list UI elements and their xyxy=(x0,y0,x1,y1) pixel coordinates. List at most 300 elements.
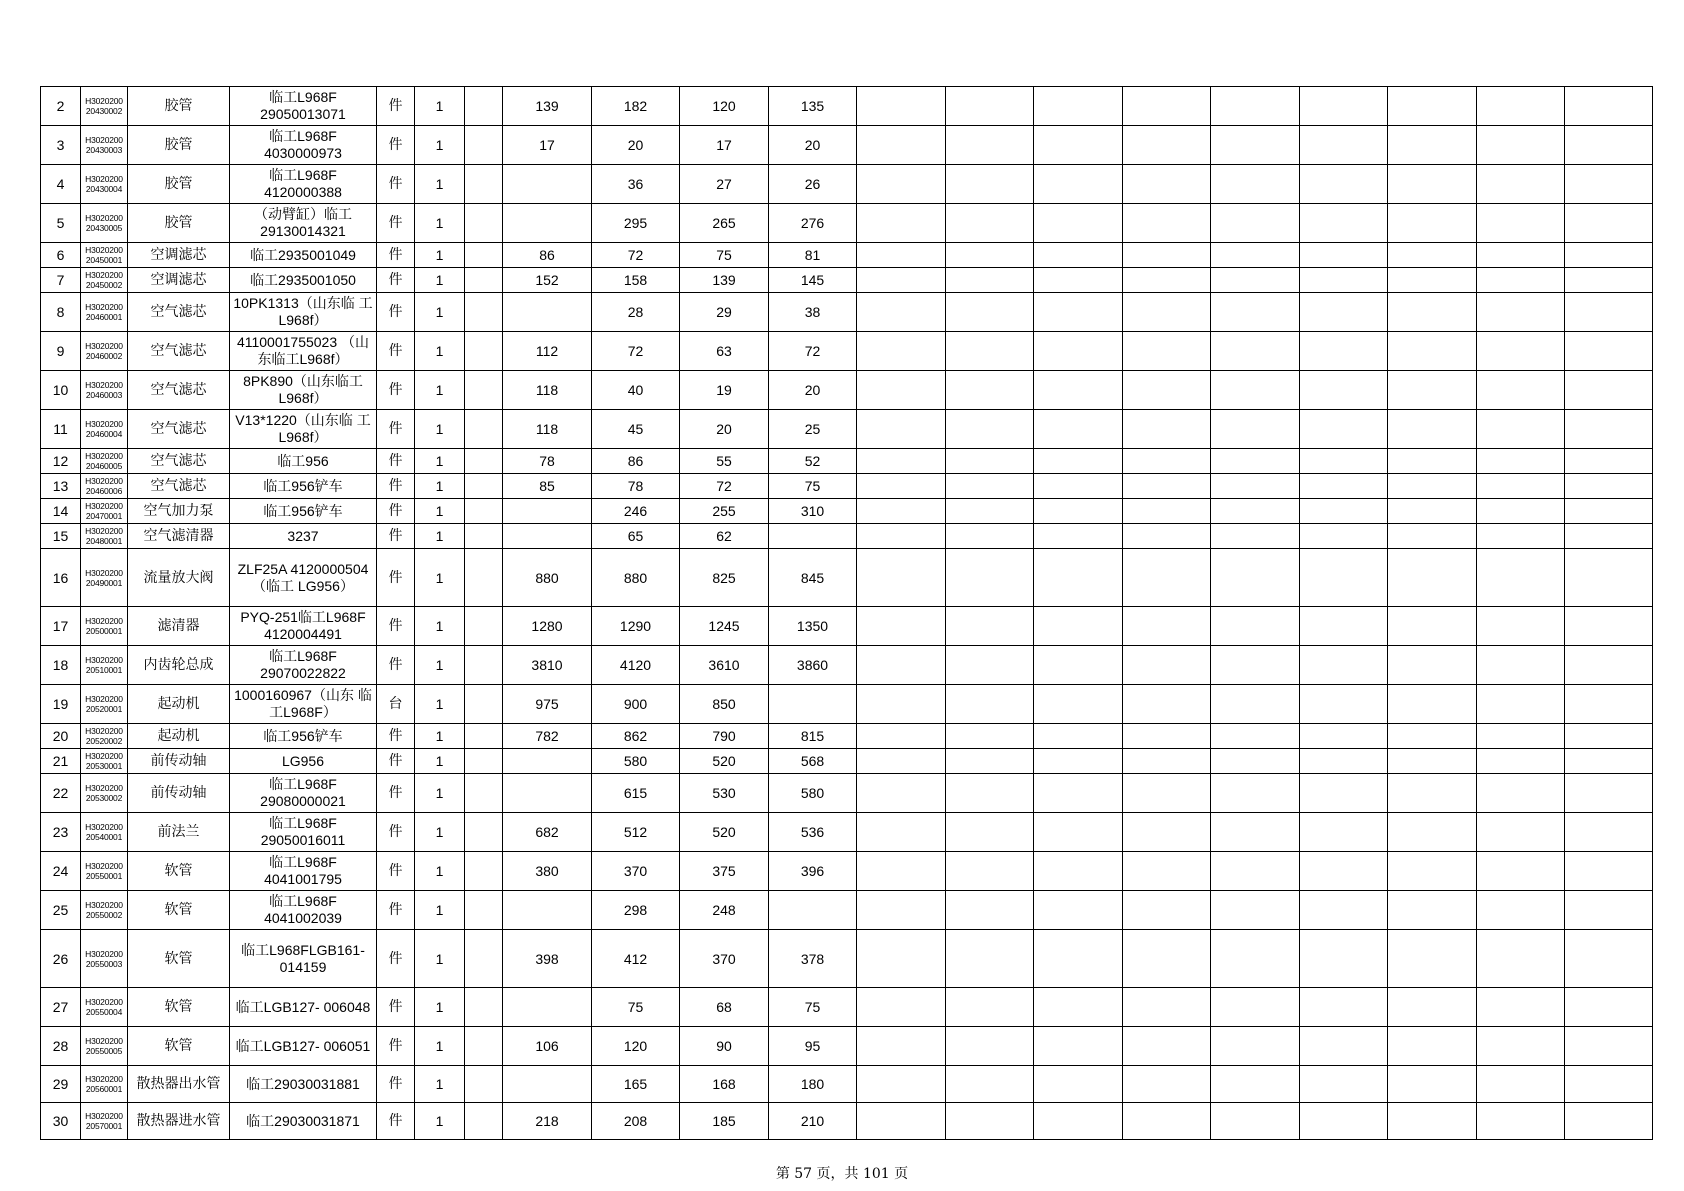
empty-cell xyxy=(1388,685,1477,724)
empty-cell xyxy=(1211,1027,1300,1066)
price-4: 20 xyxy=(769,126,857,165)
item-code: H3020200 20550003 xyxy=(81,930,128,988)
item-name: 前传动轴 xyxy=(128,774,230,813)
empty-cell xyxy=(1034,685,1123,724)
empty-cell xyxy=(1300,724,1388,749)
empty-cell xyxy=(1123,268,1211,293)
empty-cell xyxy=(1565,332,1653,371)
empty-cell xyxy=(1211,87,1300,126)
empty-cell xyxy=(1477,749,1565,774)
table-row xyxy=(41,774,1653,813)
empty-cell xyxy=(857,371,946,410)
empty-cell xyxy=(1388,524,1477,549)
row-number: 13 xyxy=(41,474,81,499)
empty-cell xyxy=(1565,930,1653,988)
price-2: 40 xyxy=(592,371,680,410)
empty-cell xyxy=(1477,988,1565,1027)
empty-cell xyxy=(946,891,1034,930)
empty-cell xyxy=(1565,749,1653,774)
table-row xyxy=(41,243,1653,268)
price-1: 106 xyxy=(503,1027,592,1066)
empty-cell xyxy=(1211,204,1300,243)
item-quantity: 1 xyxy=(415,607,465,646)
empty-cell xyxy=(1388,930,1477,988)
price-2: 615 xyxy=(592,774,680,813)
item-quantity: 1 xyxy=(415,930,465,988)
item-code: H3020200 20530002 xyxy=(81,774,128,813)
row-number: 3 xyxy=(41,126,81,165)
item-spec: 临工LGB127- 006051 xyxy=(230,1027,377,1066)
item-spec: （动臂缸）临工 29130014321 xyxy=(230,204,377,243)
empty-cell xyxy=(465,724,503,749)
item-unit: 件 xyxy=(377,87,415,126)
empty-cell xyxy=(1123,474,1211,499)
price-2: 72 xyxy=(592,332,680,371)
item-unit: 件 xyxy=(377,891,415,930)
empty-cell xyxy=(1300,332,1388,371)
empty-cell xyxy=(857,774,946,813)
empty-cell xyxy=(1565,724,1653,749)
item-spec: 临工2935001049 xyxy=(230,243,377,268)
item-code: H3020200 20460006 xyxy=(81,474,128,499)
empty-cell xyxy=(1034,724,1123,749)
empty-cell xyxy=(465,268,503,293)
empty-cell xyxy=(1034,165,1123,204)
price-4: 72 xyxy=(769,332,857,371)
item-quantity: 1 xyxy=(415,268,465,293)
item-quantity: 1 xyxy=(415,685,465,724)
price-3: 72 xyxy=(680,474,769,499)
item-unit: 件 xyxy=(377,724,415,749)
price-3: 520 xyxy=(680,813,769,852)
price-2: 75 xyxy=(592,988,680,1027)
item-unit: 件 xyxy=(377,410,415,449)
empty-cell xyxy=(465,204,503,243)
price-4: 38 xyxy=(769,293,857,332)
empty-cell xyxy=(1565,524,1653,549)
item-quantity: 1 xyxy=(415,1103,465,1140)
empty-cell xyxy=(1565,646,1653,685)
item-code: H3020200 20470001 xyxy=(81,499,128,524)
row-number: 20 xyxy=(41,724,81,749)
empty-cell xyxy=(946,549,1034,607)
price-2: 120 xyxy=(592,1027,680,1066)
table-row xyxy=(41,449,1653,474)
row-number: 11 xyxy=(41,410,81,449)
empty-cell xyxy=(1034,930,1123,988)
empty-cell xyxy=(857,332,946,371)
item-quantity: 1 xyxy=(415,410,465,449)
item-name: 前法兰 xyxy=(128,813,230,852)
item-spec: 临工29030031881 xyxy=(230,1066,377,1103)
empty-cell xyxy=(1123,410,1211,449)
item-name: 空调滤芯 xyxy=(128,243,230,268)
item-spec: 临工L968F 29070022822 xyxy=(230,646,377,685)
price-3: 255 xyxy=(680,499,769,524)
item-code: H3020200 20550002 xyxy=(81,891,128,930)
row-number: 22 xyxy=(41,774,81,813)
price-4: 580 xyxy=(769,774,857,813)
empty-cell xyxy=(1565,165,1653,204)
empty-cell xyxy=(1388,243,1477,268)
empty-cell xyxy=(946,499,1034,524)
price-1: 17 xyxy=(503,126,592,165)
empty-cell xyxy=(1565,243,1653,268)
price-2: 45 xyxy=(592,410,680,449)
price-1 xyxy=(503,499,592,524)
empty-cell xyxy=(1211,891,1300,930)
item-unit: 件 xyxy=(377,332,415,371)
item-name: 前传动轴 xyxy=(128,749,230,774)
empty-cell xyxy=(1565,1066,1653,1103)
empty-cell xyxy=(1388,646,1477,685)
empty-cell xyxy=(1300,474,1388,499)
item-spec: 临工2935001050 xyxy=(230,268,377,293)
price-3: 370 xyxy=(680,930,769,988)
empty-cell xyxy=(857,268,946,293)
empty-cell xyxy=(1565,474,1653,499)
empty-cell xyxy=(1211,724,1300,749)
empty-cell xyxy=(465,891,503,930)
empty-cell xyxy=(1123,204,1211,243)
empty-cell xyxy=(857,749,946,774)
price-3: 825 xyxy=(680,549,769,607)
empty-cell xyxy=(1477,165,1565,204)
price-2: 72 xyxy=(592,243,680,268)
item-name: 软管 xyxy=(128,852,230,891)
item-code: H3020200 20560001 xyxy=(81,1066,128,1103)
item-unit: 件 xyxy=(377,749,415,774)
item-spec: 临工L968F 4030000973 xyxy=(230,126,377,165)
empty-cell xyxy=(1123,891,1211,930)
item-code: H3020200 20520002 xyxy=(81,724,128,749)
price-4: 310 xyxy=(769,499,857,524)
table-row xyxy=(41,930,1653,988)
price-2: 208 xyxy=(592,1103,680,1140)
empty-cell xyxy=(1211,930,1300,988)
empty-cell xyxy=(857,410,946,449)
price-4: 75 xyxy=(769,988,857,1027)
empty-cell xyxy=(1034,499,1123,524)
empty-cell xyxy=(465,646,503,685)
empty-cell xyxy=(465,1103,503,1140)
price-2: 4120 xyxy=(592,646,680,685)
empty-cell xyxy=(946,268,1034,293)
item-code: H3020200 20450002 xyxy=(81,268,128,293)
price-3: 3610 xyxy=(680,646,769,685)
empty-cell xyxy=(1211,474,1300,499)
table-row xyxy=(41,371,1653,410)
empty-cell xyxy=(946,1066,1034,1103)
row-number: 12 xyxy=(41,449,81,474)
item-name: 胶管 xyxy=(128,87,230,126)
item-code: H3020200 20450001 xyxy=(81,243,128,268)
row-number: 14 xyxy=(41,499,81,524)
empty-cell xyxy=(946,749,1034,774)
item-unit: 件 xyxy=(377,1103,415,1140)
item-name: 空调滤芯 xyxy=(128,268,230,293)
empty-cell xyxy=(1211,774,1300,813)
item-quantity: 1 xyxy=(415,891,465,930)
row-number: 6 xyxy=(41,243,81,268)
row-number: 16 xyxy=(41,549,81,607)
empty-cell xyxy=(946,524,1034,549)
empty-cell xyxy=(1123,87,1211,126)
empty-cell xyxy=(1300,607,1388,646)
empty-cell xyxy=(1034,852,1123,891)
empty-cell xyxy=(946,646,1034,685)
price-1: 880 xyxy=(503,549,592,607)
item-quantity: 1 xyxy=(415,449,465,474)
row-number: 18 xyxy=(41,646,81,685)
table-row xyxy=(41,524,1653,549)
empty-cell xyxy=(946,930,1034,988)
empty-cell xyxy=(1477,332,1565,371)
table-row xyxy=(41,474,1653,499)
item-unit: 件 xyxy=(377,1027,415,1066)
price-4: 25 xyxy=(769,410,857,449)
table-row xyxy=(41,1103,1653,1140)
item-quantity: 1 xyxy=(415,293,465,332)
row-number: 29 xyxy=(41,1066,81,1103)
item-name: 胶管 xyxy=(128,204,230,243)
item-code: H3020200 20480001 xyxy=(81,524,128,549)
item-spec: 临工956铲车 xyxy=(230,474,377,499)
empty-cell xyxy=(1388,891,1477,930)
empty-cell xyxy=(1388,332,1477,371)
empty-cell xyxy=(857,1066,946,1103)
empty-cell xyxy=(1034,293,1123,332)
empty-cell xyxy=(1300,126,1388,165)
price-1 xyxy=(503,774,592,813)
empty-cell xyxy=(1477,646,1565,685)
empty-cell xyxy=(1034,646,1123,685)
price-2: 182 xyxy=(592,87,680,126)
empty-cell xyxy=(1300,1103,1388,1140)
price-4: 81 xyxy=(769,243,857,268)
empty-cell xyxy=(1034,243,1123,268)
price-3: 55 xyxy=(680,449,769,474)
item-code: H3020200 20460005 xyxy=(81,449,128,474)
price-2: 86 xyxy=(592,449,680,474)
price-3: 790 xyxy=(680,724,769,749)
empty-cell xyxy=(1388,774,1477,813)
empty-cell xyxy=(1388,988,1477,1027)
table-row xyxy=(41,813,1653,852)
price-1: 682 xyxy=(503,813,592,852)
empty-cell xyxy=(465,243,503,268)
empty-cell xyxy=(1477,1066,1565,1103)
price-1 xyxy=(503,749,592,774)
item-name: 胶管 xyxy=(128,165,230,204)
empty-cell xyxy=(1211,243,1300,268)
empty-cell xyxy=(465,607,503,646)
price-4: 276 xyxy=(769,204,857,243)
empty-cell xyxy=(857,499,946,524)
price-4: 20 xyxy=(769,371,857,410)
empty-cell xyxy=(1211,607,1300,646)
price-2: 65 xyxy=(592,524,680,549)
item-spec: 临工L968F 29050016011 xyxy=(230,813,377,852)
item-code: H3020200 20430003 xyxy=(81,126,128,165)
item-code: H3020200 20570001 xyxy=(81,1103,128,1140)
empty-cell xyxy=(1388,410,1477,449)
price-3: 530 xyxy=(680,774,769,813)
empty-cell xyxy=(1123,852,1211,891)
price-4 xyxy=(769,685,857,724)
item-quantity: 1 xyxy=(415,524,465,549)
item-name: 胶管 xyxy=(128,126,230,165)
item-spec: 临工L968F 29050013071 xyxy=(230,87,377,126)
empty-cell xyxy=(857,852,946,891)
row-number: 2 xyxy=(41,87,81,126)
price-3: 185 xyxy=(680,1103,769,1140)
empty-cell xyxy=(1034,449,1123,474)
item-unit: 件 xyxy=(377,852,415,891)
empty-cell xyxy=(857,126,946,165)
empty-cell xyxy=(465,749,503,774)
price-3: 168 xyxy=(680,1066,769,1103)
empty-cell xyxy=(1300,268,1388,293)
row-number: 9 xyxy=(41,332,81,371)
price-3: 520 xyxy=(680,749,769,774)
table-row xyxy=(41,499,1653,524)
item-unit: 件 xyxy=(377,774,415,813)
empty-cell xyxy=(1388,87,1477,126)
table-row xyxy=(41,293,1653,332)
item-unit: 件 xyxy=(377,930,415,988)
item-quantity: 1 xyxy=(415,1066,465,1103)
empty-cell xyxy=(1123,371,1211,410)
price-4: 135 xyxy=(769,87,857,126)
price-2: 1290 xyxy=(592,607,680,646)
empty-cell xyxy=(1211,852,1300,891)
table-row xyxy=(41,749,1653,774)
empty-cell xyxy=(1388,1103,1477,1140)
empty-cell xyxy=(946,243,1034,268)
empty-cell xyxy=(1388,371,1477,410)
price-2: 295 xyxy=(592,204,680,243)
price-1: 975 xyxy=(503,685,592,724)
empty-cell xyxy=(1300,852,1388,891)
empty-cell xyxy=(1123,524,1211,549)
item-name: 空气滤芯 xyxy=(128,371,230,410)
empty-cell xyxy=(1565,549,1653,607)
price-1: 139 xyxy=(503,87,592,126)
price-3: 120 xyxy=(680,87,769,126)
table-row xyxy=(41,852,1653,891)
empty-cell xyxy=(1565,126,1653,165)
empty-cell xyxy=(1388,607,1477,646)
table-row xyxy=(41,1066,1653,1103)
empty-cell xyxy=(1123,646,1211,685)
price-4: 396 xyxy=(769,852,857,891)
empty-cell xyxy=(946,126,1034,165)
empty-cell xyxy=(1034,1103,1123,1140)
price-3: 139 xyxy=(680,268,769,293)
row-number: 8 xyxy=(41,293,81,332)
item-unit: 件 xyxy=(377,243,415,268)
empty-cell xyxy=(1477,243,1565,268)
price-1: 380 xyxy=(503,852,592,891)
item-unit: 件 xyxy=(377,165,415,204)
item-name: 起动机 xyxy=(128,724,230,749)
row-number: 27 xyxy=(41,988,81,1027)
empty-cell xyxy=(1211,410,1300,449)
item-name: 软管 xyxy=(128,930,230,988)
empty-cell xyxy=(1034,749,1123,774)
item-unit: 件 xyxy=(377,1066,415,1103)
empty-cell xyxy=(946,813,1034,852)
empty-cell xyxy=(1388,126,1477,165)
empty-cell xyxy=(1123,549,1211,607)
empty-cell xyxy=(1123,685,1211,724)
item-code: H3020200 20500001 xyxy=(81,607,128,646)
table-row xyxy=(41,410,1653,449)
empty-cell xyxy=(465,165,503,204)
price-1: 118 xyxy=(503,410,592,449)
empty-cell xyxy=(1211,126,1300,165)
price-4: 3860 xyxy=(769,646,857,685)
price-2: 246 xyxy=(592,499,680,524)
empty-cell xyxy=(1388,293,1477,332)
price-4: 52 xyxy=(769,449,857,474)
price-3: 27 xyxy=(680,165,769,204)
price-2: 298 xyxy=(592,891,680,930)
empty-cell xyxy=(1388,852,1477,891)
row-number: 10 xyxy=(41,371,81,410)
empty-cell xyxy=(1211,524,1300,549)
item-name: 软管 xyxy=(128,1027,230,1066)
price-1 xyxy=(503,891,592,930)
empty-cell xyxy=(1211,499,1300,524)
empty-cell xyxy=(857,724,946,749)
empty-cell xyxy=(1388,549,1477,607)
empty-cell xyxy=(1477,930,1565,988)
empty-cell xyxy=(1388,268,1477,293)
item-name: 空气加力泵 xyxy=(128,499,230,524)
item-spec: 4110001755023 （山东临工L968f） xyxy=(230,332,377,371)
item-code: H3020200 20430004 xyxy=(81,165,128,204)
row-number: 28 xyxy=(41,1027,81,1066)
empty-cell xyxy=(1211,1103,1300,1140)
price-4: 815 xyxy=(769,724,857,749)
item-spec: 临工L968F 29080000021 xyxy=(230,774,377,813)
empty-cell xyxy=(1034,813,1123,852)
empty-cell xyxy=(1388,1027,1477,1066)
item-spec: 1000160967（山东 临工L968F） xyxy=(230,685,377,724)
row-number: 19 xyxy=(41,685,81,724)
empty-cell xyxy=(1034,371,1123,410)
price-2: 580 xyxy=(592,749,680,774)
price-4: 210 xyxy=(769,1103,857,1140)
price-2: 412 xyxy=(592,930,680,988)
item-name: 滤清器 xyxy=(128,607,230,646)
item-name: 流量放大阀 xyxy=(128,549,230,607)
price-2: 28 xyxy=(592,293,680,332)
price-4: 378 xyxy=(769,930,857,988)
price-4: 180 xyxy=(769,1066,857,1103)
empty-cell xyxy=(857,243,946,268)
empty-cell xyxy=(1477,449,1565,474)
table-row xyxy=(41,1027,1653,1066)
row-number: 26 xyxy=(41,930,81,988)
empty-cell xyxy=(465,293,503,332)
empty-cell xyxy=(946,1027,1034,1066)
empty-cell xyxy=(1565,685,1653,724)
item-spec: 10PK1313（山东临 工L968f） xyxy=(230,293,377,332)
empty-cell xyxy=(1300,891,1388,930)
